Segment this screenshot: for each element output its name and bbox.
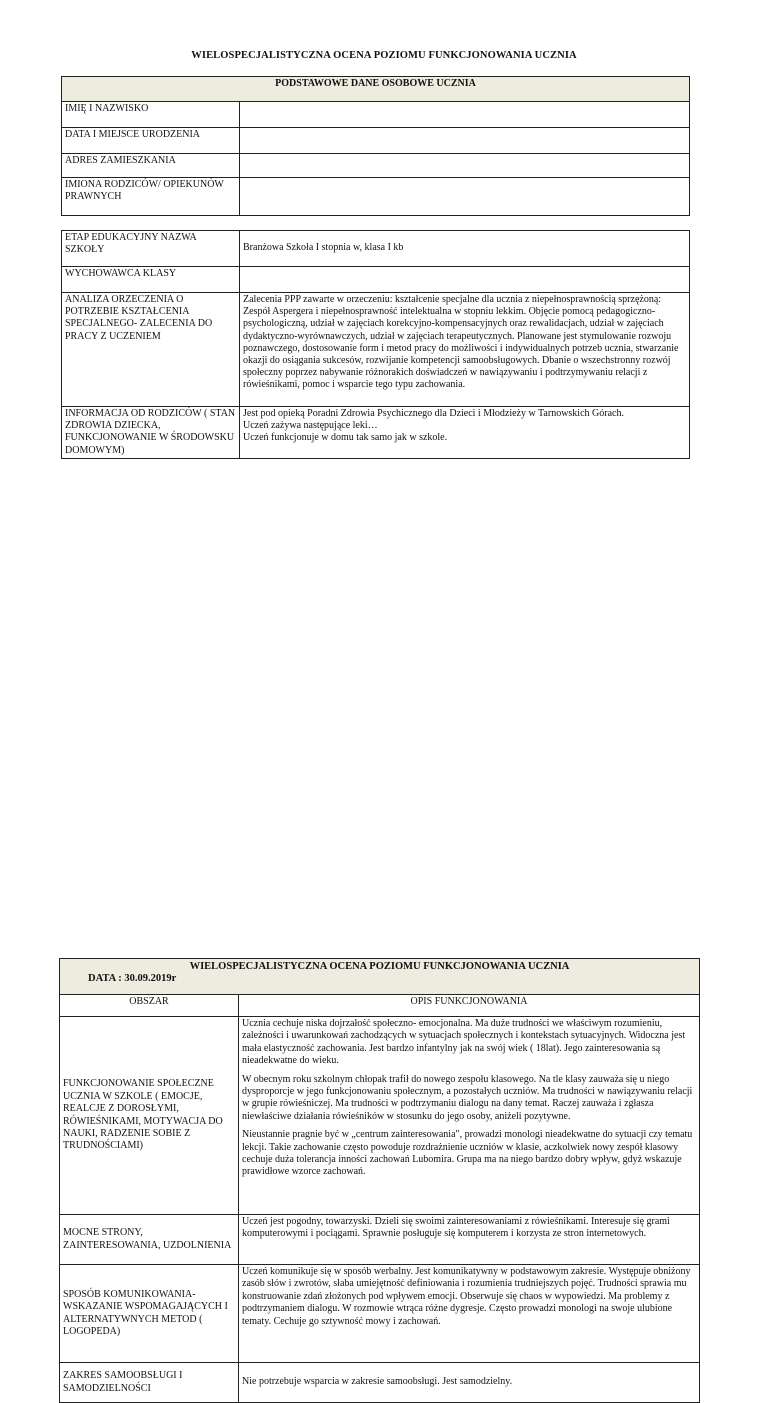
value-self-care [239,1363,700,1403]
paragraph: Uczeń komunikuje się w sposób werbalny. Jest komunikatywny w podstawowym zakresie. Występuje obniżony zasób słów i zwrotów, słaba umiejętność definiowania i rozumienia trudniejszych pojęć. Trudności sprawia mu konstruowanie zdań złożonych pod wpływem emocji. Obserwuje się chaos w wypowiedzi. Ma problemy z podtrzymaniem dialogu. W rozmowie wtrąca różne dygresje. Często prowadzi monologi na swoje ulubione tematy. Cechuje go sztywność mowy i zachowań. [242,1266,691,1327]
label-address: ADRES ZAMIESZKANIA [62,154,240,178]
value-parents [240,178,690,216]
document-title: WIELOSPECJALISTYCZNA OCENA POZIOMU FUNKCJONOWANIA UCZNIA [191,50,577,61]
value-communication [239,1265,700,1363]
parent-info-line: Uczeń zażywa następujące leki… [243,420,378,432]
label-parent-info: INFORMACJA OD RODZICÓW ( STAN ZDROWIA DZIECKA, FUNKCJONOWANIE W ŚRODOWSKU DOMOWYM) [62,407,240,459]
label-birth: DATA I MIEJSCE URODZENIA [62,128,240,154]
paragraph: Nieustannie pragnie być w „centrum zainteresowania", prowadzi monologi nieadekwatne do sytuacji czy tematu lekcji. Takie zachowanie często powoduje rozdrażnienie uczniów w klasie, aczkolwiek nowy zespół klasowy cechuje duża tolerancja inności zachowań Lubomira. Grupa ma na niego bardzo dobry wpływ, gdyż wskazuje prawidłowe wzorce zachowań. [242,1129,693,1178]
label-social-functioning: FUNKCJONOWANIE SPOŁECZNE UCZNIA W SZKOLE ( EMOCJE, REALCJE Z DOROSŁYMI, RÓWIEŚNIKAMI, MOTYWACJA DO NAUKI, RADZENIE SOBIE Z TRUDNOŚCIAMI) [60,1017,239,1215]
assessment-title: WIELOSPECJALISTYCZNA OCENA POZIOMU FUNKCJONOWANIA UCZNIA [189,961,570,972]
value-social-functioning [239,1017,700,1215]
value-certificate-analysis: Zalecenia PPP zawarte w orzeczeniu: kształcenie specjalne dla ucznia z niepełnosprawnością sprzężoną: Zespół Aspergera i niepełnosprawność intelektualna w stopniu lekkim. Objęcie pomocą pedagogiczno-psychologiczną, udział w zajęciach korekcyjno-kompensacyjnych oraz rewalidacjach, udział w zajęciach dydaktyczno-wyrównawczych, udział w zajęciach terapeutycznych. Planowane jest stymulowanie rozwoju poznawczego, dostosowanie form i metod pracy do możliwości i indywidualnych potrzeb ucznia, stwarzanie okazji do osiągania sukcesów, rozwijanie kompetencji samoobsługowych. Dbanie o wszechstronny rozwój społeczny poprzez nabywanie różnorakich doświadczeń w nawiązywaniu i podtrzymywaniu relacji z rówieśnikami, pomoc i wsparcie tego typu zachowania. [240,293,690,407]
assessment-date: DATA : 30.09.2019r [88,973,177,985]
label-certificate-analysis: ANALIZA ORZECZENIA O POTRZEBIE KSZTAŁCENIA SPECJALNEGO- ZALECENIA DO PRACY Z UCZENIEM [62,293,240,407]
column-area: OBSZAR [60,995,239,1017]
label-self-care: ZAKRES SAMOOBSŁUGI I SAMODZIELNOŚCI [60,1363,239,1403]
label-class-teacher: WYCHOWAWCA KLASY [62,267,240,293]
label-communication: SPOSÓB KOMUNIKOWANIA- WSKAZANIE WSPOMAGAJĄCYCH I ALTERNATYWNYCH METOD ( LOGOPEDA) [60,1265,239,1363]
label-parents: IMIONA RODZICÓW/ OPIEKUNÓW PRAWNYCH [62,178,240,216]
label-name: IMIĘ I NAZWISKO [62,102,240,128]
paragraph: Uczeń jest pogodny, towarzyski. Dzieli się swoimi zainteresowaniami z rówieśnikami. Interesuje się grami komputerowymi i pociągami. Sprawnie posługuje się komputerem i korzysta ze stron internetowych. [242,1216,670,1240]
assessment-header [60,959,700,995]
personal-data-header: PODSTAWOWE DANE OSOBOWE UCZNIA [62,77,690,102]
parent-info-line: Uczeń funkcjonuje w domu tak samo jak w szkole. [243,432,448,444]
column-description: OPIS FUNKCJONOWANIA [239,995,700,1017]
paragraph: Nie potrzebuje wsparcia w zakresie samoobsługi. Jest samodzielny. [242,1376,513,1388]
value-birth [240,128,690,154]
value-strengths [239,1215,700,1265]
label-school: ETAP EDUKACYJNY NAZWA SZKOŁY [62,231,240,267]
paragraph: Ucznia cechuje niska dojrzałość społeczno- emocjonalna. Ma duże trudności we właściwym rozumieniu, zależności i uwarunkowań zachodzących w sytuacjach społecznych i kontekstach sytuacyjnych. Widoczna jest mała elastyczność zachowania. Jest bardzo infantylny jak na swój wiek ( 18lat). Jego zainteresowania są nieadekwatne do wieku. [242,1018,686,1067]
value-class-teacher [240,267,690,293]
value-school: Branżowa Szkoła I stopnia w, klasa I kb [240,231,690,267]
school-data-table [61,230,690,459]
parent-info-line: Jest pod opieką Poradni Zdrowia Psychicznego dla Dzieci i Młodzieży w Tarnowskich Górach. [243,408,624,419]
value-address [240,154,690,178]
label-strengths: MOCNE STRONY, ZAINTERESOWANIA, UZDOLNIENIA [60,1215,239,1265]
value-name [240,102,690,128]
value-parent-info [240,407,690,459]
paragraph: W obecnym roku szkolnym chłopak trafił do nowego zespołu klasowego. Na tle klasy zauważa się u niego dysproporcje w jego funkcjonowaniu społecznym, a pozostałych uczniów. Ma trudności w nawiązywaniu relacji w grupie rówieśniczej. Ma trudności w podtrzymaniu dialogu na dany temat. Raczej zauważa i zgłasza niewłaściwe działania rówieśników w stosunku do jego osoby, aniżeli pozytywne. [242,1073,693,1122]
assessment-table [59,958,700,1403]
personal-data-table [61,76,690,216]
